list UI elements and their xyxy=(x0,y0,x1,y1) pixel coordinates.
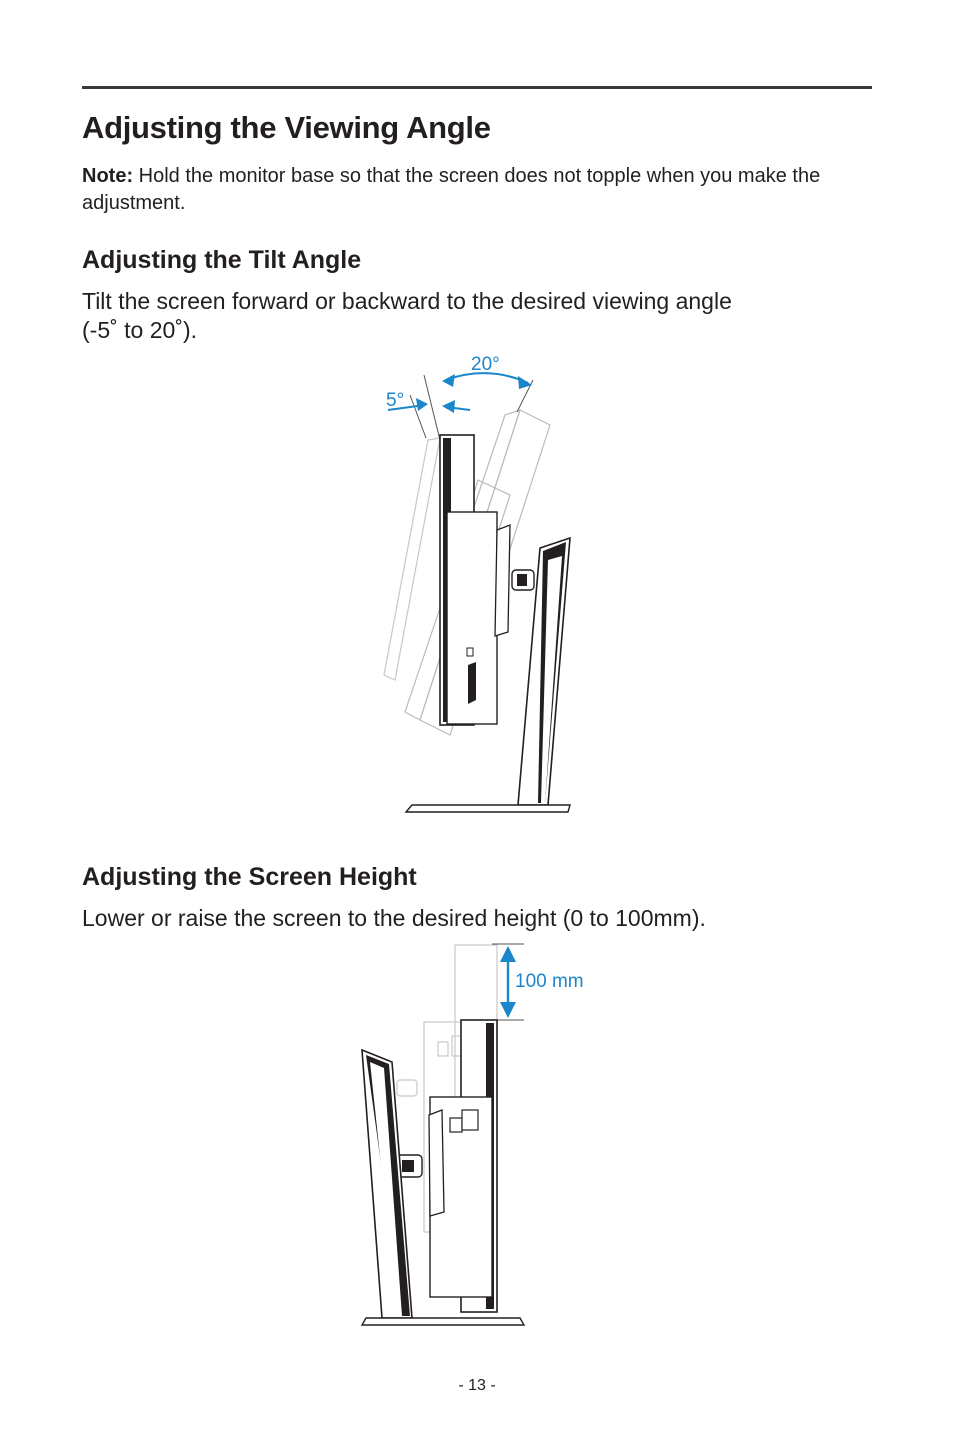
top-rule xyxy=(82,86,872,89)
tilt-ref-line-vertical xyxy=(424,375,440,440)
height-arrow xyxy=(500,946,516,1018)
tilt-monitor-hinge xyxy=(512,570,534,590)
height-label-100mm: 100 mm xyxy=(515,971,584,992)
tilt-arrow-back xyxy=(442,373,532,389)
height-monitor-screen xyxy=(429,1020,497,1312)
tilt-ghost-forward xyxy=(384,438,440,680)
note-text: Hold the monitor base so that the screen does not topple when you make the adjustment. xyxy=(82,165,821,214)
tilt-label-20: 20° xyxy=(471,354,500,375)
height-heading: Adjusting the Screen Height xyxy=(82,863,417,891)
tilt-heading: Adjusting the Tilt Angle xyxy=(82,246,362,274)
tilt-text-line1: Tilt the screen forward or backward to the desired viewing angle xyxy=(82,288,732,314)
tilt-paragraph xyxy=(82,287,862,345)
height-adjust-illustration xyxy=(355,940,605,1330)
page-title: Adjusting the Viewing Angle xyxy=(82,110,491,145)
tilt-monitor-screen xyxy=(440,435,510,725)
tilt-text-line2: (-5˚ to 20˚). xyxy=(82,317,198,343)
note-paragraph xyxy=(82,163,862,217)
page-number: - 13 - xyxy=(458,1377,496,1394)
tilt-label-5: 5° xyxy=(386,390,405,411)
tilt-angle-illustration xyxy=(370,345,590,825)
height-paragraph: Lower or raise the screen to the desired height (0 to 100mm). xyxy=(82,905,706,931)
note-label: Note: xyxy=(82,165,134,187)
